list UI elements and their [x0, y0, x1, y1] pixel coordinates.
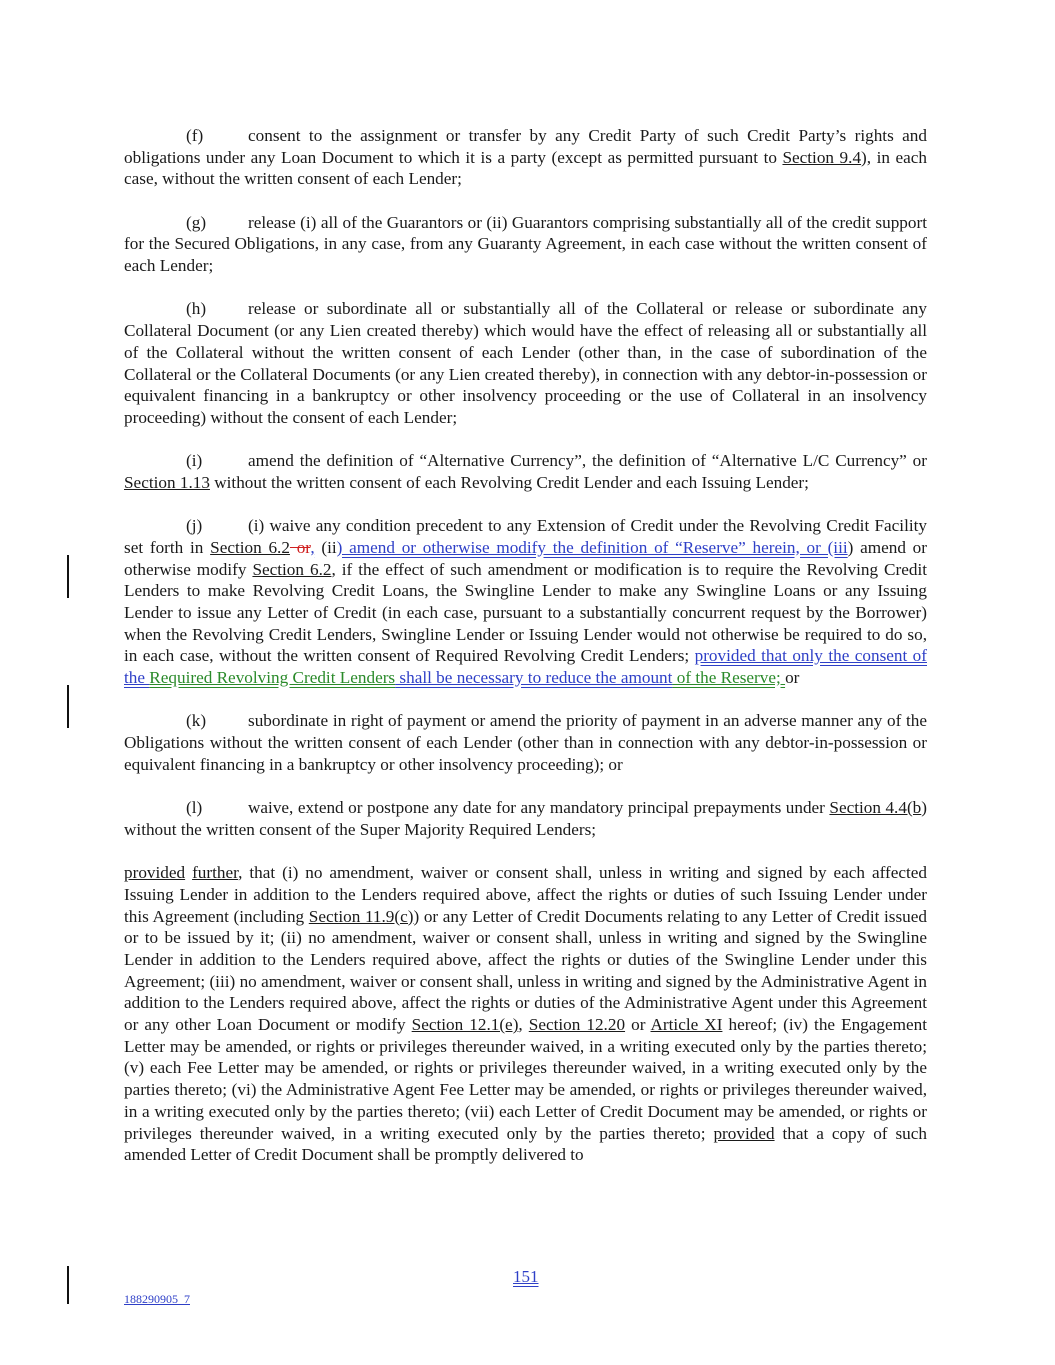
deleted-text: or [289, 537, 311, 557]
clause-h: (h) release or subordinate all or substantially all of the Collateral or release or subordinate any Collateral Document (or any Lien created thereby) which would have the effect of releasing all or substantially all of the Collateral without the written consent of each Lender (other than, in the case of subordination of the Collateral or the Collateral Documents (or any Lien created thereby), in connection with any debtor-in-possession or equivalent financing in a bankruptcy or other insolvency proceeding or the use of Collateral in an insolvency proceeding) without the consent of each Lender; [124, 299, 927, 427]
inserted-text: ) amend or otherwise modify the definition of “Reserve” herein, or (iii [336, 537, 848, 557]
emphasis-provided: provided [713, 1123, 775, 1143]
inserted-text-alt: Required Revolving Credit Lenders [149, 668, 396, 688]
proviso-paragraph: provided further, that (i) no amendment, waiver or consent shall, unless in writing and signed by each affected Issuing Lender in addition to the Lenders required above, affect the rights or duties of such Issuing Lender under this Agreement (including Section 11.9(c)) or any Letter of Credit Documents relating to any Letter of Credit issued or to be issued by it; (ii) no amendment, waiver or consent shall, unless in writing and signed by the Swingline Lender in addition to the Lenders required above, affect the rights or duties of the Swingline Lender under this Agreement; (iii) no amendment, waiver or consent shall, unless in writing and signed by the Administrative Agent in addition to the Lenders required above, affect the rights or duties of the Administrative Agent under this Agreement or any other Loan Document or modify Section 12.1(e), Section 12.20 or Article XI hereof; (iv) the Engagement Letter may be amended, or rights or privileges thereunder waived, in a writing executed only by the parties thereto; (v) each Fee Letter may be amended, or rights or privileges thereunder waived, in a writing executed only by the parties thereto; (vi) the Administrative Agent Fee Letter may be amended, or rights or privileges thereunder waived, in a writing executed only by the parties thereto; (vii) each Letter of Credit Document may be amended, or rights or privileges thereunder waived, in a writing executed only by the parties thereto; provided that a copy of such amended Letter of Credit Document shall be promptly delivered to [124, 863, 927, 1165]
section-reference: Section 1.13 [124, 472, 210, 492]
section-reference: Section 6.2 [210, 537, 290, 557]
section-reference: Section 6.2 [252, 559, 332, 579]
clause-label: (f) [186, 126, 204, 145]
document-body [124, 125, 927, 1188]
inserted-text: , [310, 537, 315, 557]
inserted-text: provided that only the consent of the [124, 646, 927, 688]
clause-i: (i) amend the definition of “Alternative Currency”, the definition of “Alternative L/C Currency” or Section 1.13 without the written consent of each Revolving Credit Lender and each Issuing Lender; [124, 451, 927, 492]
clause-label: (i) [186, 451, 203, 471]
clause-label: (k) [186, 711, 207, 731]
clause-j: (j) (i) waive any condition precedent to any Extension of Credit under the Revolving Credit Facility set forth in Section 6.2 or, (ii) amend or otherwise modify the definition of “Reserve” herein, or (iii) amend or otherwise modify Section 6.2, if the effect of such amendment or modification is to require the Revolving Credit Lenders to make Revolving Credit Loans, the Swingline Lender to make any Swingline Loans or any Issuing Lender to issue any Letter of Credit (in each case, pursuant to a substantially concurrent request by the Borrower) when the Revolving Credit Lenders, Swingline Lender or Issuing Lender would not otherwise be required to do so, in each case, without the written consent of Required Revolving Credit Lenders; provided that only the consent of the Required Revolving Credit Lenders shall be necessary to reduce the amount of the Reserve; or [124, 516, 928, 688]
document-id: 188290905_7 [124, 1292, 190, 1306]
inserted-text-alt: of the Reserve; [672, 668, 786, 688]
clause-label: (h) [186, 299, 207, 319]
inserted-text: shall be necessary to reduce the amount [395, 668, 673, 688]
change-bar [67, 555, 69, 598]
section-reference: Section 12.20 [528, 1015, 626, 1035]
clause-f: (f) consent to the assignment or transfer by any Credit Party of such Credit Party’s rights and obligations under any Loan Document to which it is a party (except as permitted pursuant to Section 9.4), in each case, without the written consent of each Lender; [124, 126, 927, 189]
clause-label: (g) [186, 212, 207, 232]
clause-g: (g) release (i) all of the Guarantors or (ii) Guarantors comprising substantially all of the credit support for the Secured Obligations, in any case, from any Guaranty Agreement, in each case without the written consent of each Lender; [124, 212, 927, 276]
section-reference: Section 11.9(c) [308, 906, 414, 926]
article-reference: Article XI [650, 1015, 723, 1035]
page-number: 151 [513, 1267, 539, 1286]
change-bar [67, 685, 69, 728]
emphasis-further: further [192, 863, 239, 883]
change-bar [67, 1266, 69, 1304]
clause-label: (j) [186, 516, 203, 536]
clause-l: (l) waive, extend or postpone any date for any mandatory principal prepayments under Section 4.4(b) without the written consent of the Super Majority Required Lenders; [124, 798, 927, 839]
clause-label: (l) [186, 798, 203, 818]
section-reference: Section 4.4(b [829, 798, 922, 818]
emphasis-provided: provided [124, 863, 186, 883]
section-reference: Section 9.4 [782, 147, 862, 167]
clause-k: (k) subordinate in right of payment or amend the priority of payment in an adverse manner any of the Obligations without the written consent of each Lender (other than in connection with any debtor-in-possession or equivalent financing in a bankruptcy or other insolvency proceeding); or [124, 711, 927, 774]
section-reference: Section 12.1(e) [411, 1015, 519, 1035]
